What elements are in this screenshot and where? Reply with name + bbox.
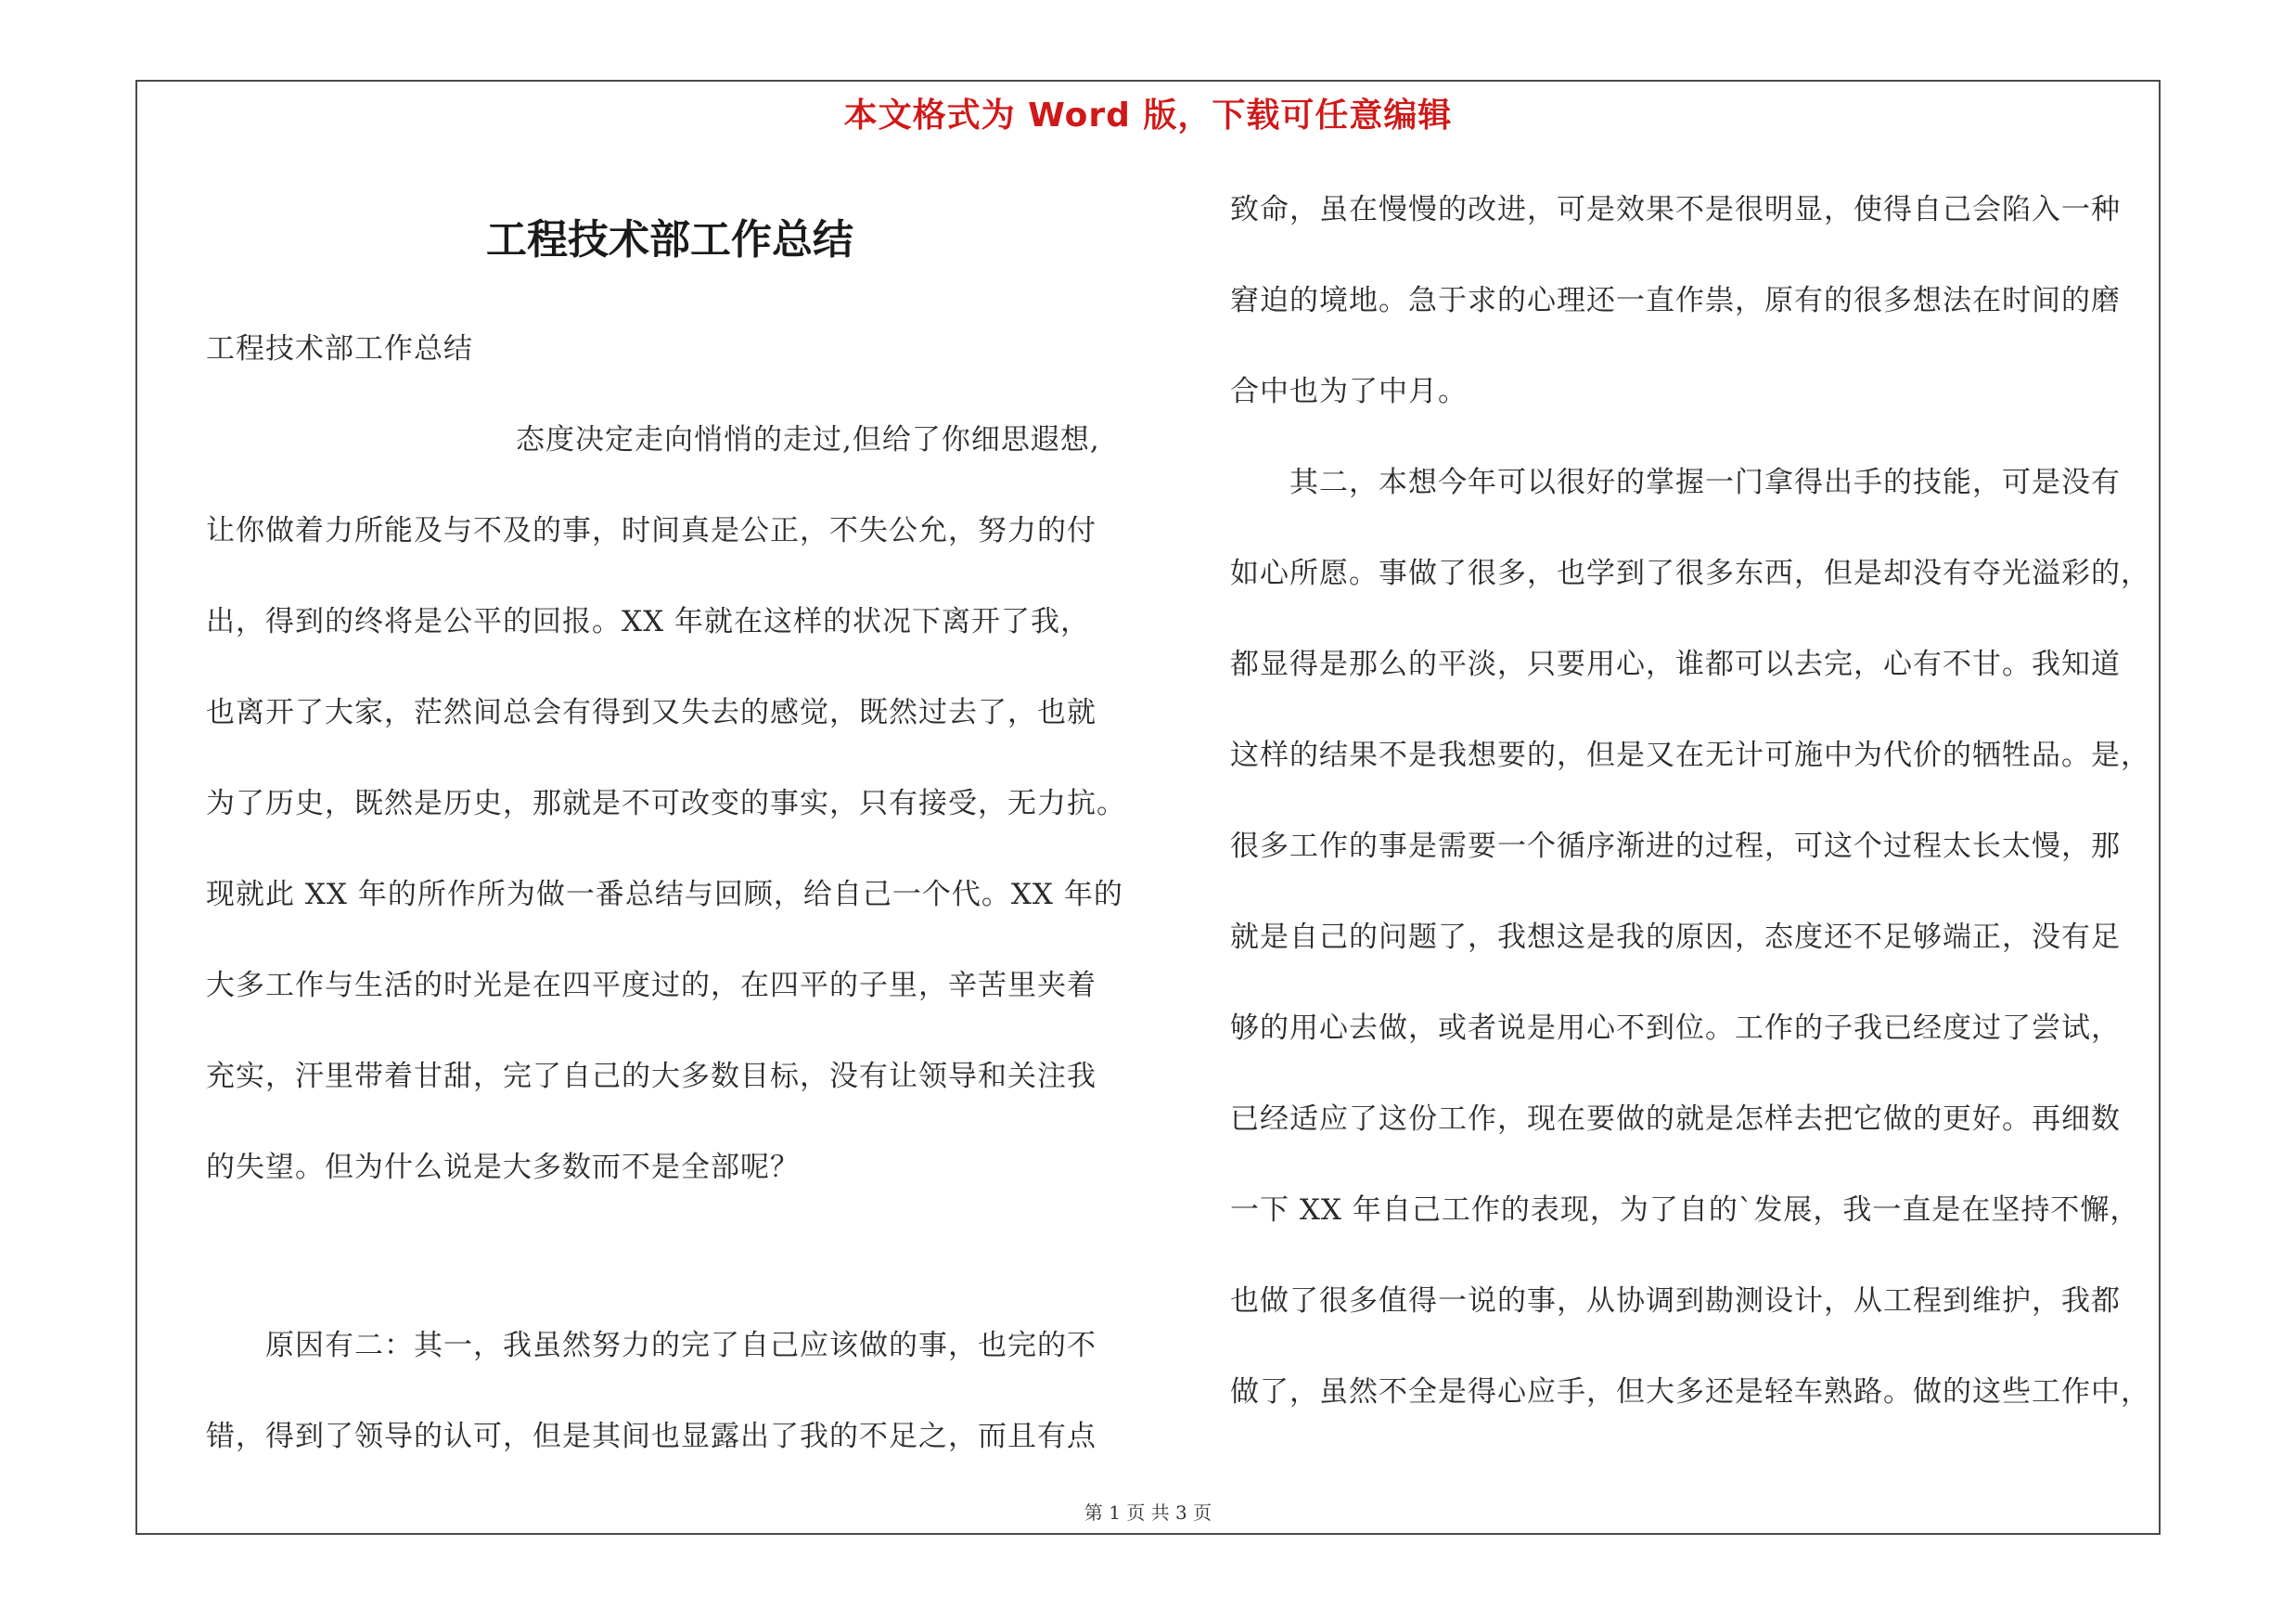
left-line-0: 工程技术部工作总结: [206, 332, 473, 366]
left-line-6: 现就此 XX 年的所作所为做一番总结与回顾，给自己一个代。XX 年的: [206, 878, 1123, 911]
format-banner: 本文格式为 Word 版，下载可任意编辑: [843, 97, 1453, 135]
right-line-5: 都显得是那么的平淡，只要用心，谁都可以去完，心有不甘。我知道: [1230, 648, 2121, 681]
right-line-4: 如心所愿。事做了很多，也学到了很多东西，但是却没有夺光溢彩的，: [1230, 557, 2150, 590]
left-line-7: 大多工作与生活的时光是在四平度过的，在四平的子里，辛苦里夹着: [206, 969, 1097, 1002]
right-line-13: 做了，虽然不全是得心应手，但大多还是轻车熟路。做的这些工作中，: [1230, 1375, 2150, 1409]
left-line-9: 的失望。但为什么说是大多数而不是全部呢？: [206, 1151, 800, 1184]
left-line-2: 让你做着力所能及与不及的事，时间真是公正，不失公允，努力的付: [206, 514, 1097, 547]
right-line-6: 这样的结果不是我想要的，但是又在无计可施中为代价的牺牲品。是，: [1230, 739, 2150, 772]
right-line-7: 很多工作的事是需要一个循序渐进的过程，可这个过程太长太慢，那: [1230, 830, 2121, 863]
right-line-3: 其二，本想今年可以很好的掌握一门拿得出手的技能，可是没有: [1289, 466, 2121, 499]
right-line-9: 够的用心去做，或者说是用心不到位。工作的子我已经度过了尝试，: [1230, 1011, 2121, 1045]
right-line-10: 已经适应了这份工作，现在要做的就是怎样去把它做的更好。再细数: [1230, 1102, 2121, 1136]
right-line-2: 合中也为了中月。: [1230, 375, 1468, 408]
left-line-4: 也离开了大家，茫然间总会有得到又失去的感觉，既然过去了，也就: [206, 696, 1097, 729]
document-title: 工程技术部工作总结: [486, 216, 853, 264]
right-line-12: 也做了很多值得一说的事，从协调到勘测设计，从工程到维护，我都: [1230, 1284, 2121, 1318]
page-number-footer: 第 1 页 共 3 页: [1084, 1501, 1212, 1524]
right-line-11: 一下 XX 年自己工作的表现，为了自的`发展，我一直是在坚持不懈，: [1230, 1193, 2140, 1227]
right-line-0: 致命，虽在慢慢的改进，可是效果不是很明显，使得自己会陷入一种: [1230, 193, 2121, 226]
left-line-10: 原因有二：其一，我虽然努力的完了自己应该做的事，也完的不: [265, 1329, 1097, 1362]
left-line-11: 错，得到了领导的认可，但是其间也显露出了我的不足之，而且有点: [206, 1420, 1097, 1453]
right-line-8: 就是自己的问题了，我想这是我的原因，态度还不足够端正，没有足: [1230, 921, 2121, 954]
left-line-1: 态度决定走向悄悄的走过,但给了你细思遐想,: [516, 423, 1100, 457]
left-line-3: 出，得到的终将是公平的回报。XX 年就在这样的状况下离开了我，: [206, 605, 1090, 638]
left-line-5: 为了历史，既然是历史，那就是不可改变的事实，只有接受，无力抗。: [206, 787, 1126, 820]
left-line-8: 充实，汗里带着甘甜，完了自己的大多数目标，没有让领导和关注我: [206, 1060, 1097, 1093]
right-line-1: 窘迫的境地。急于求的心理还一直作祟，原有的很多想法在时间的磨: [1230, 284, 2121, 317]
